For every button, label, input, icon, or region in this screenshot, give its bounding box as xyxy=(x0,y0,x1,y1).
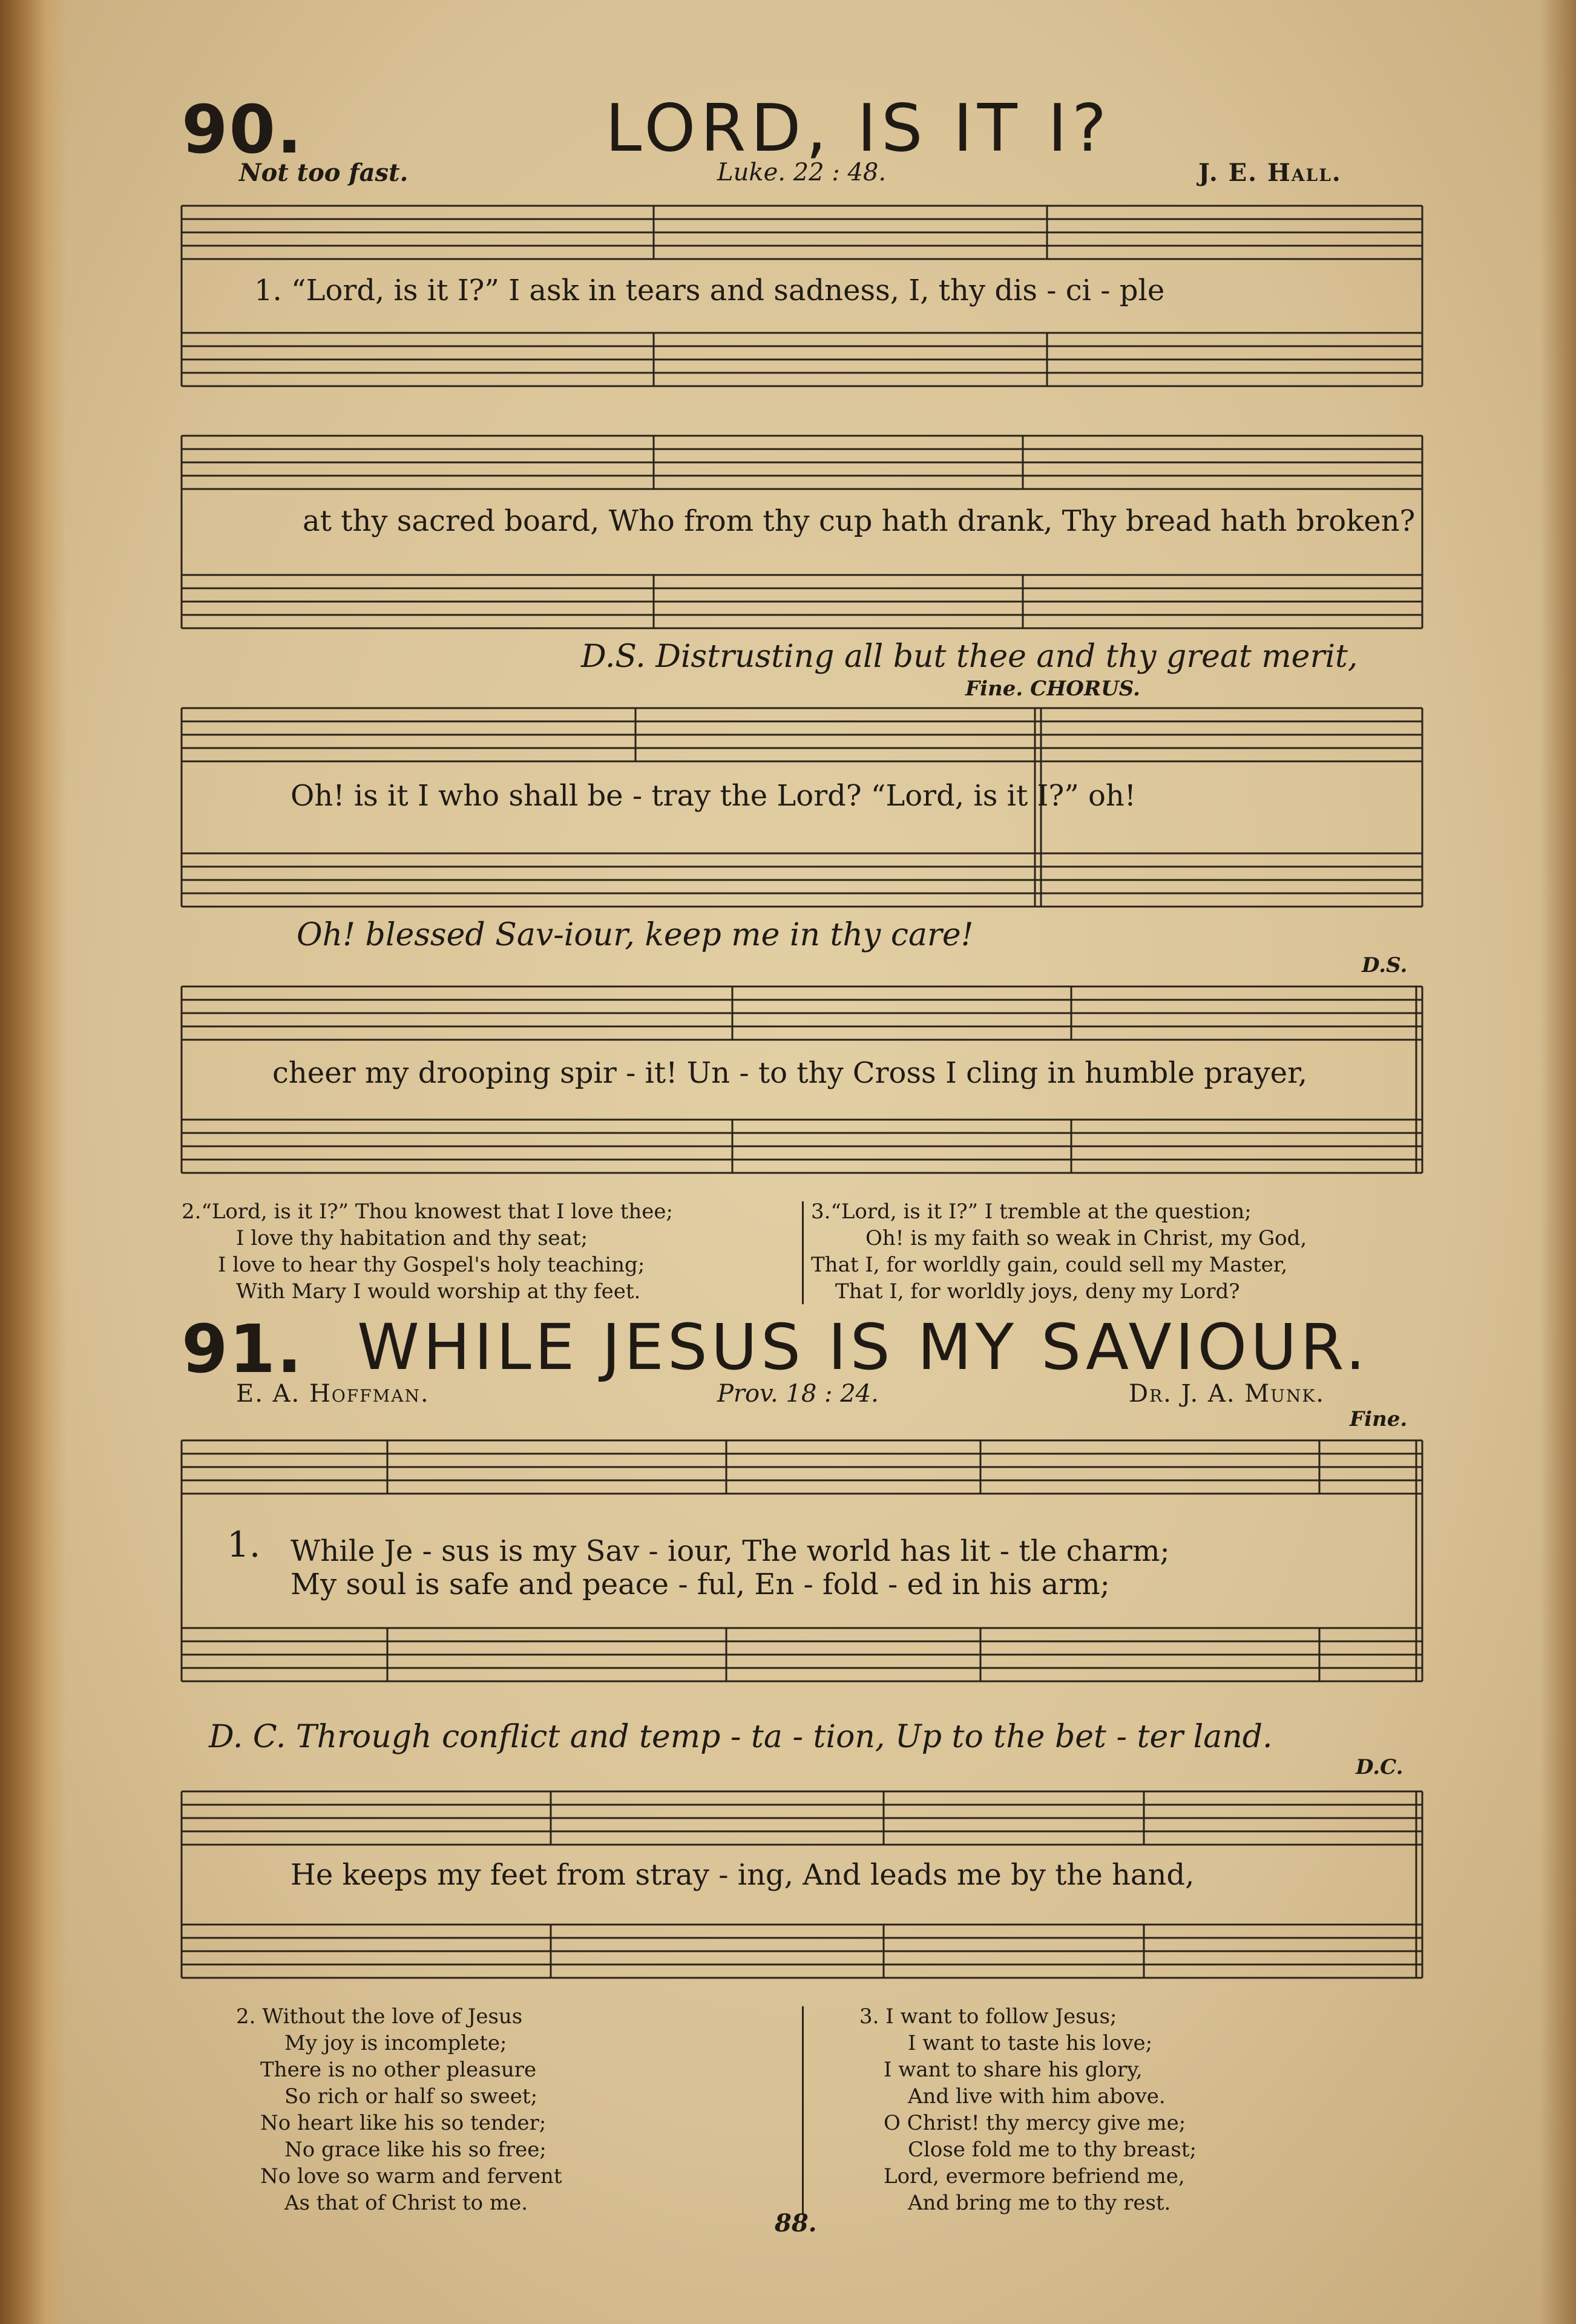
hymn-number: 91. xyxy=(182,1310,303,1388)
lyric-line: cheer my drooping spir - it! Un - to thy Cross I cling in humble prayer, xyxy=(272,1056,1307,1090)
composer: J. E. Hall. xyxy=(1198,159,1342,187)
fine-chorus: Fine. CHORUS. xyxy=(965,677,1140,701)
column-divider xyxy=(802,1201,804,1304)
ds-line: D.S. Distrusting all but thee and thy great merit, xyxy=(581,638,1358,675)
lyric-line: at thy sacred board, Who from thy cup hath drank, Thy bread hath broken? xyxy=(303,504,1416,538)
hymn-title: WHILE JESUS IS MY SAVIOUR. xyxy=(357,1310,1369,1384)
author: E. A. Hoffman. xyxy=(236,1380,430,1408)
italic-line: Oh! blessed Sav-iour, keep me in thy care! xyxy=(297,917,974,953)
book-binding xyxy=(0,0,67,2324)
composer: Dr. J. A. Munk. xyxy=(1129,1380,1325,1408)
scripture-ref: Luke. 22 : 48. xyxy=(717,159,887,186)
hymn-title: LORD, IS IT I? xyxy=(605,91,1112,166)
hymn-number: 90. xyxy=(182,91,303,168)
fine-mark: Fine. xyxy=(1350,1407,1408,1431)
dc-mark: D.C. xyxy=(1356,1755,1404,1779)
lyric-line: 1. “Lord, is it I?” I ask in tears and sadness, I, thy dis - ci - ple xyxy=(254,274,1165,307)
tempo-mark: Not too fast. xyxy=(239,159,409,187)
page-number: 88. xyxy=(775,2209,817,2237)
column-divider xyxy=(802,2006,804,2215)
verse-3: 3.“Lord, is it I?” I tremble at the question; Oh! is my faith so weak in Christ, my God, That I, for worldly gain, could sell my Master, That I, for worldly joys, deny my Lord? xyxy=(811,1200,1307,1304)
lyric-line: While Je - sus is my Sav - iour, The world has lit - tle charm; xyxy=(291,1534,1170,1568)
verse-2: 2.“Lord, is it I?” Thou knowest that I love thee; I love thy habitation and thy seat; I love to hear thy Gospel's holy teaching; With Mary I would worship at thy feet. xyxy=(182,1200,673,1304)
ds-mark: D.S. xyxy=(1362,953,1408,977)
lyric-line: My soul is safe and peace - ful, En - fold - ed in his arm; xyxy=(291,1567,1110,1601)
scripture-ref: Prov. 18 : 24. xyxy=(717,1380,879,1408)
verse-number: 1. xyxy=(227,1524,261,1565)
verse-2: 2. Without the love of Jesus My joy is incomplete; There is no other pleasure So rich or half so sweet; No heart like his so tender; No grace like his so free; No love so warm and fervent As that of Christ to me. xyxy=(236,2004,562,2215)
dc-line: D. C. Through conflict and temp - ta - tion, Up to the bet - ter land. xyxy=(209,1719,1273,1755)
lyric-line: Oh! is it I who shall be - tray the Lord? “Lord, is it I?” oh! xyxy=(291,779,1137,813)
music-system-1 xyxy=(176,188,1428,430)
verse-3: 3. I want to follow Jesus; I want to taste his love; I want to share his glory, And live with him above. O Christ! thy mercy give me; Close fold me to thy breast; Lord, evermore befriend me, And bring me to thy rest. xyxy=(859,2004,1197,2215)
page-edge xyxy=(1540,0,1576,2324)
lyric-line: He keeps my feet from stray - ing, And leads me by the hand, xyxy=(291,1858,1195,1892)
